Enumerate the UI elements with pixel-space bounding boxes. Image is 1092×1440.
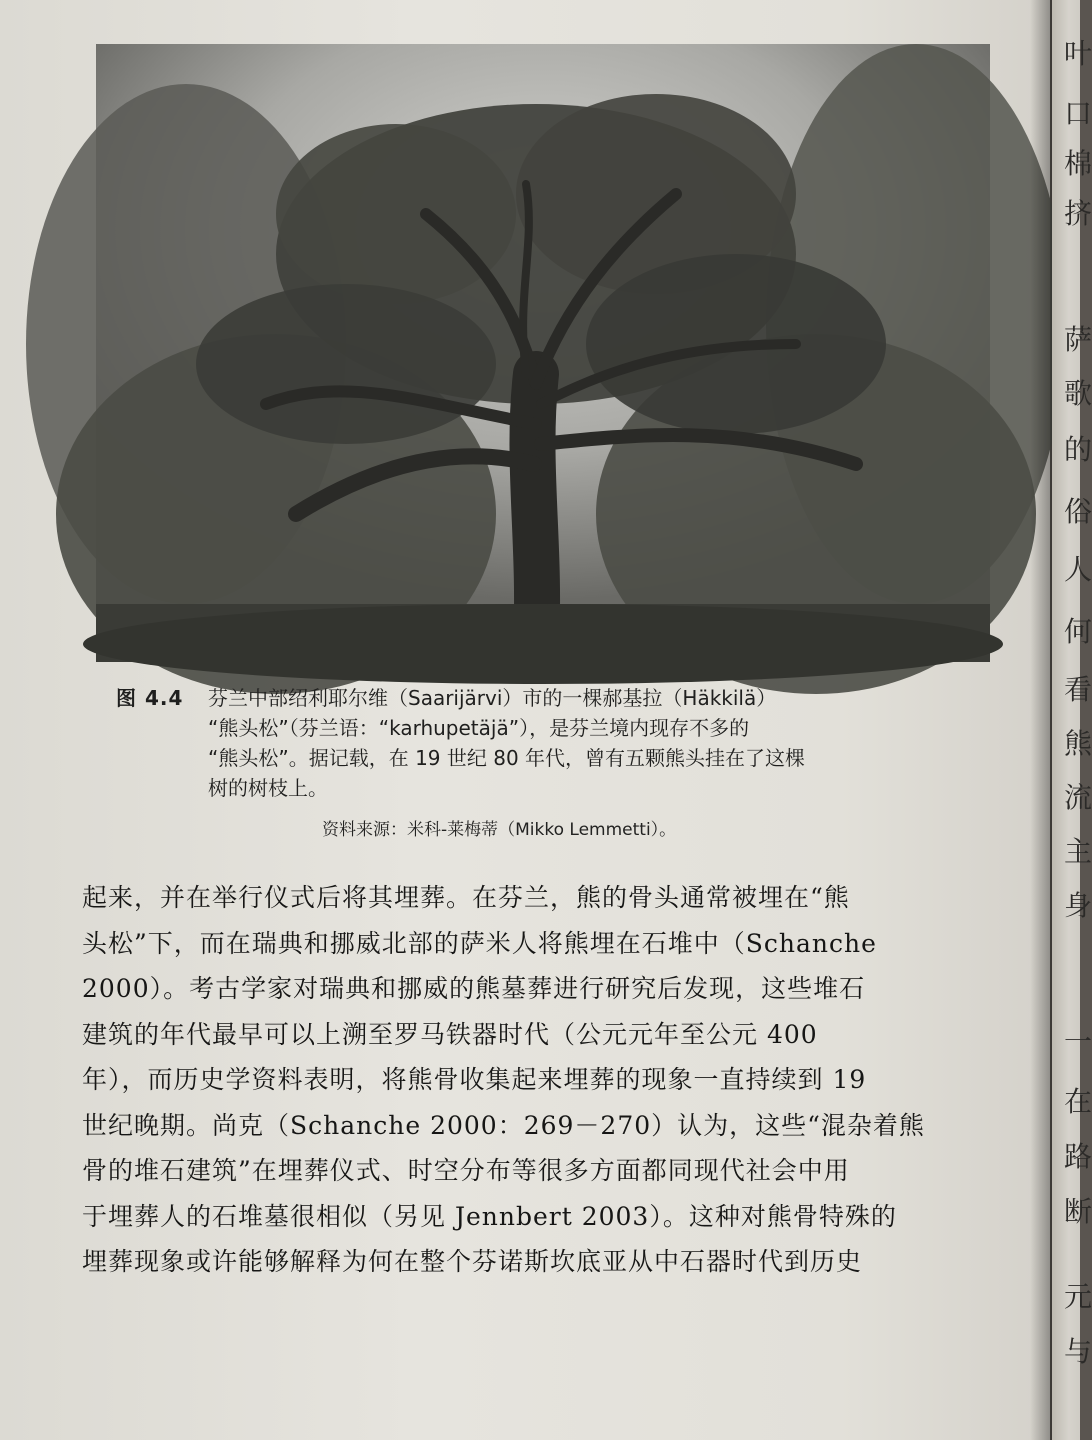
figure-credit: 资料来源：米科-莱梅蒂（Mikko Lemmetti）。 <box>322 820 677 840</box>
next-page-fragment: 与 <box>1064 1335 1092 1368</box>
body-line: 2000）。考古学家对瑞典和挪威的熊墓葬进行研究后发现，这些堆石 <box>82 974 866 1003</box>
body-line: 骨的堆石建筑”在埋葬仪式、时空分布等很多方面都同现代社会中用 <box>82 1156 850 1185</box>
body-line: 世纪晚期。尚克（Schanche 2000：269－270）认为，这些“混杂着熊 <box>82 1110 925 1140</box>
next-page-fragment: 萨 <box>1064 323 1092 356</box>
next-page-fragment: 在 <box>1064 1085 1092 1118</box>
figure-photo-pine-tree <box>96 44 990 662</box>
next-page-fragment: 主 <box>1064 835 1092 868</box>
body-line: 年），而历史学资料表明，将熊骨收集起来埋葬的现象一直持续到 19 <box>82 1065 867 1094</box>
caption-line: “熊头松”。据记载，在 19 世纪 80 年代，曾有五颗熊头挂在了这棵 <box>208 746 806 770</box>
page-gutter-shadow <box>1030 0 1052 1440</box>
body-line: 头松”下，而在瑞典和挪威北部的萨米人将熊埋在石堆中（Schanche <box>82 928 877 958</box>
body-line: 埋葬现象或许能够解释为何在整个芬诺斯坎底亚从中石器时代到历史 <box>82 1247 863 1276</box>
next-page-fragment: 的 <box>1064 433 1092 466</box>
next-page-fragment: 俗 <box>1064 495 1092 528</box>
next-page-fragment: 看 <box>1064 673 1092 706</box>
next-page-fragment: 路 <box>1064 1140 1092 1173</box>
caption-line: “熊头松”（芬兰语：“karhupetäjä”），是芬兰境内现存不多的 <box>208 716 750 740</box>
figure-caption <box>116 683 956 803</box>
next-page-fragment: 断 <box>1064 1195 1092 1228</box>
pine-tree-illustration <box>96 44 990 662</box>
next-page-fragment: 口 <box>1064 97 1092 130</box>
next-page-fragment: 挤 <box>1064 197 1092 230</box>
figure-number: 图 4.4 <box>116 686 184 710</box>
next-page-fragment: 流 <box>1064 781 1092 814</box>
next-page-fragment: 熊 <box>1064 727 1092 760</box>
next-page-fragment: 人 <box>1064 553 1092 586</box>
next-page-fragment: 叶 <box>1064 37 1092 70</box>
next-page-edge <box>1052 0 1092 1440</box>
body-line: 建筑的年代最早可以上溯至罗马铁器时代（公元元年至公元 400 <box>82 1019 818 1049</box>
next-page-fragment: 歌 <box>1064 377 1092 410</box>
body-line: 于埋葬人的石堆墓很相似（另见 Jennbert 2003）。这种对熊骨特殊的 <box>82 1201 897 1231</box>
next-page-fragment: 棉 <box>1064 147 1092 180</box>
next-page-fragment: 元 <box>1064 1280 1092 1313</box>
next-page-fragment: 身 <box>1064 889 1092 922</box>
body-line: 起来，并在举行仪式后将其埋葬。在芬兰，熊的骨头通常被埋在“熊 <box>82 883 850 912</box>
caption-line: 树的树枝上。 <box>208 776 328 800</box>
next-page-fragment: 一 <box>1064 1025 1092 1058</box>
caption-line: 芬兰中部绍利耶尔维（Saarijärvi）市的一棵郝基拉（Häkkilä） <box>208 686 777 710</box>
next-page-fragment: 何 <box>1064 615 1092 648</box>
body-paragraph <box>82 875 982 1285</box>
